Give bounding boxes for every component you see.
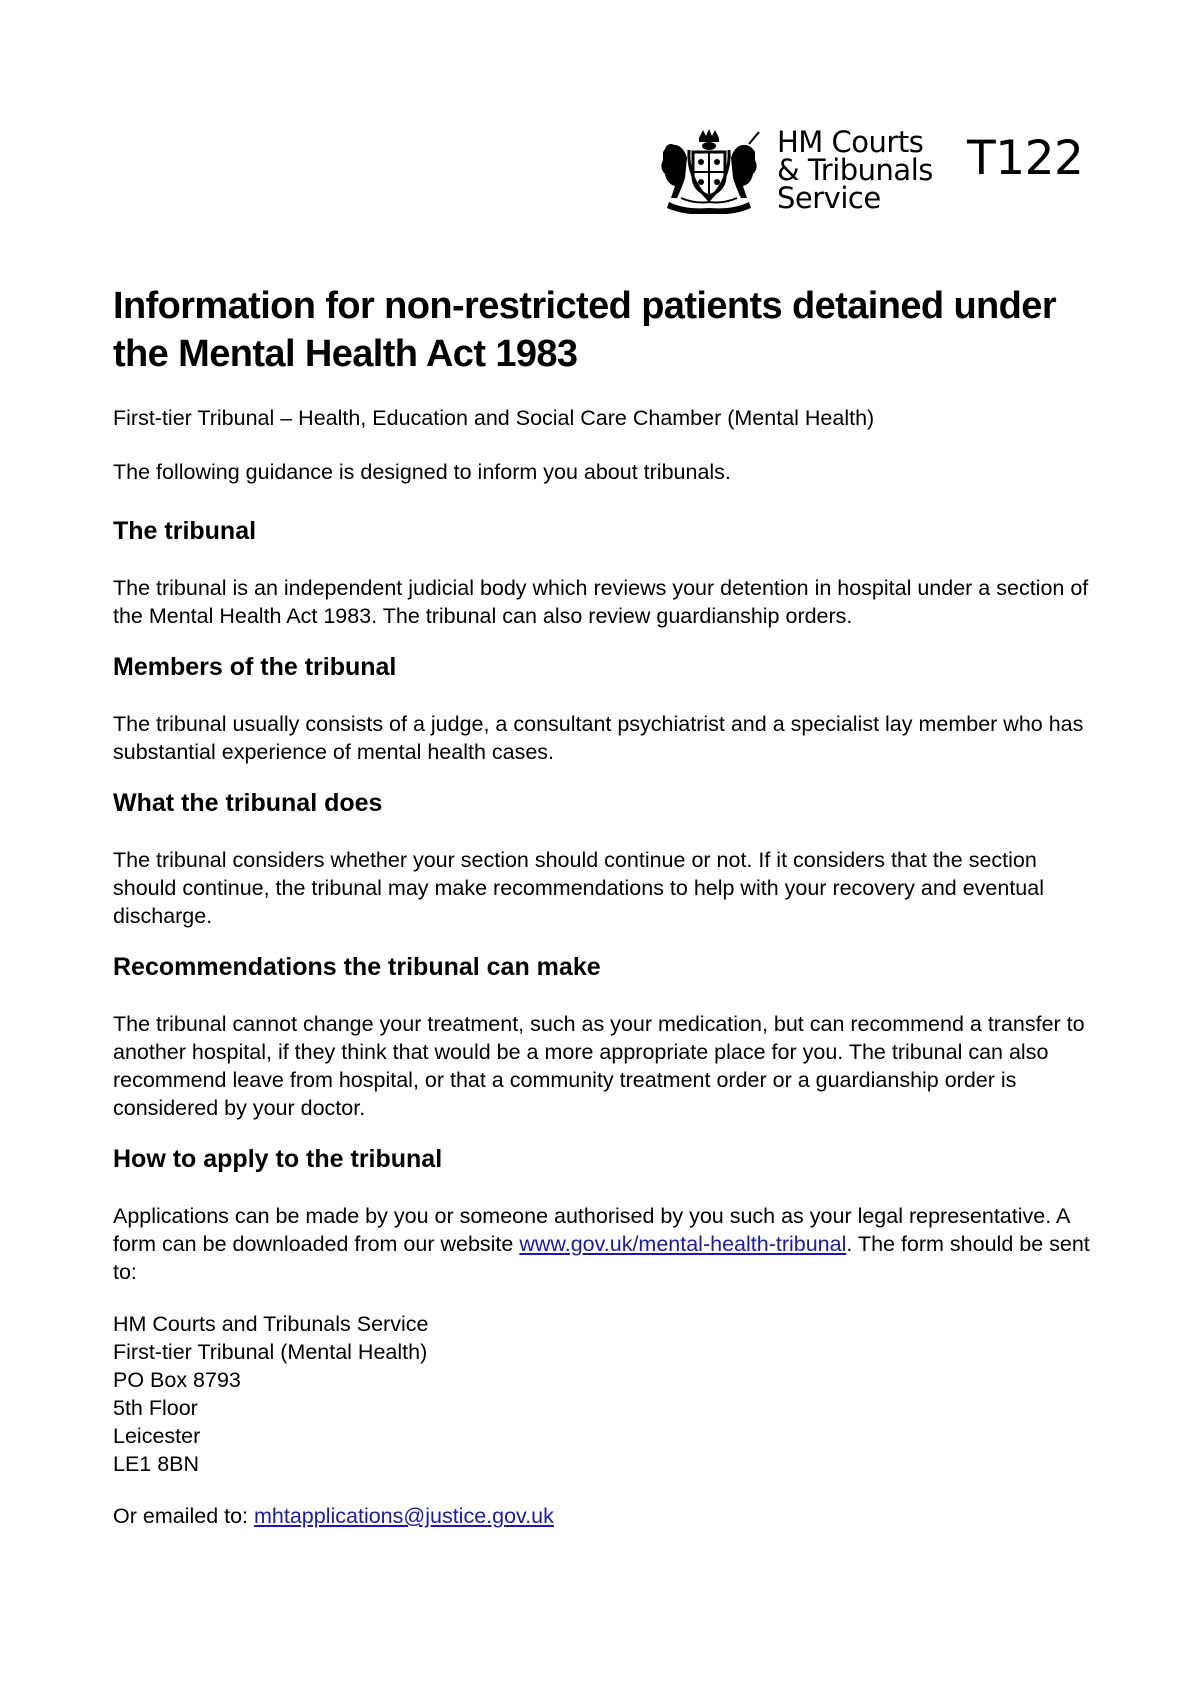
website-link[interactable]: www.gov.uk/mental-health-tribunal — [519, 1232, 847, 1256]
heading-members: Members of the tribunal — [113, 653, 397, 681]
page-title: Information for non-restricted patients detained under the Mental Health Act 1983 — [113, 285, 1057, 375]
logo-line-1: HM Courts — [777, 125, 924, 159]
email-line — [113, 1502, 1103, 1530]
heading-how-to-apply: How to apply to the tribunal — [113, 1145, 443, 1173]
apply-text-after-link: . The form should be sent to: — [113, 1232, 1090, 1284]
address-line: LE1 8BN — [113, 1452, 200, 1476]
body-the-tribunal: The tribunal is an independent judicial body which reviews your detention in hospital under a section of the Mental Health Act 1983. The tribunal can also review guardianship orders. — [113, 576, 1089, 628]
royal-coat-of-arms-icon — [655, 128, 763, 214]
address-line: Leicester — [113, 1424, 201, 1448]
address-line: 5th Floor — [113, 1396, 198, 1420]
apply-text-before-link: Applications can be made by you or someone authorised by you such as your legal representative. A form can be downloaded from our website — [113, 1204, 1070, 1256]
postal-address — [113, 1310, 1103, 1478]
body-what-tribunal-does: The tribunal considers whether your section should continue or not. If it considers that the section should continue, the tribunal may make recommendations to help with your recovery and eventual discharge. — [113, 848, 1044, 928]
address-line: HM Courts and Tribunals Service — [113, 1312, 429, 1336]
address-line: PO Box 8793 — [113, 1368, 241, 1392]
logo-line-3: Service — [777, 181, 881, 215]
body-members: The tribunal usually consists of a judge, a consultant psychiatrist and a specialist lay member who has substantial experience of mental health cases. — [113, 712, 1084, 764]
email-link[interactable]: mhtapplications@justice.gov.uk — [254, 1504, 554, 1528]
header — [655, 125, 1095, 218]
heading-recommendations: Recommendations the tribunal can make — [113, 953, 601, 981]
logo-line-2: & Tribunals — [777, 153, 933, 187]
heading-the-tribunal: The tribunal — [113, 517, 257, 545]
heading-what-tribunal-does: What the tribunal does — [113, 789, 383, 817]
address-line: First-tier Tribunal (Mental Health) — [113, 1340, 428, 1364]
email-label: Or emailed to: — [113, 1504, 254, 1528]
form-code: T122 — [967, 131, 1084, 186]
intro-text: The following guidance is designed to inform you about tribunals. — [113, 460, 731, 484]
main-content — [113, 282, 1103, 1530]
body-recommendations: The tribunal cannot change your treatment, such as your medication, but can recommend a transfer to another hospital, if they think that would be a more appropriate place for you. The tribunal can also recommend leave from hospital, or that a community treatment order or a guardianship order is considered by your doctor. — [113, 1012, 1085, 1120]
chamber-subtitle: First-tier Tribunal – Health, Education and Social Care Chamber (Mental Health) — [113, 406, 875, 430]
hmcts-logo-text — [777, 125, 933, 215]
body-how-to-apply — [113, 1202, 1103, 1286]
